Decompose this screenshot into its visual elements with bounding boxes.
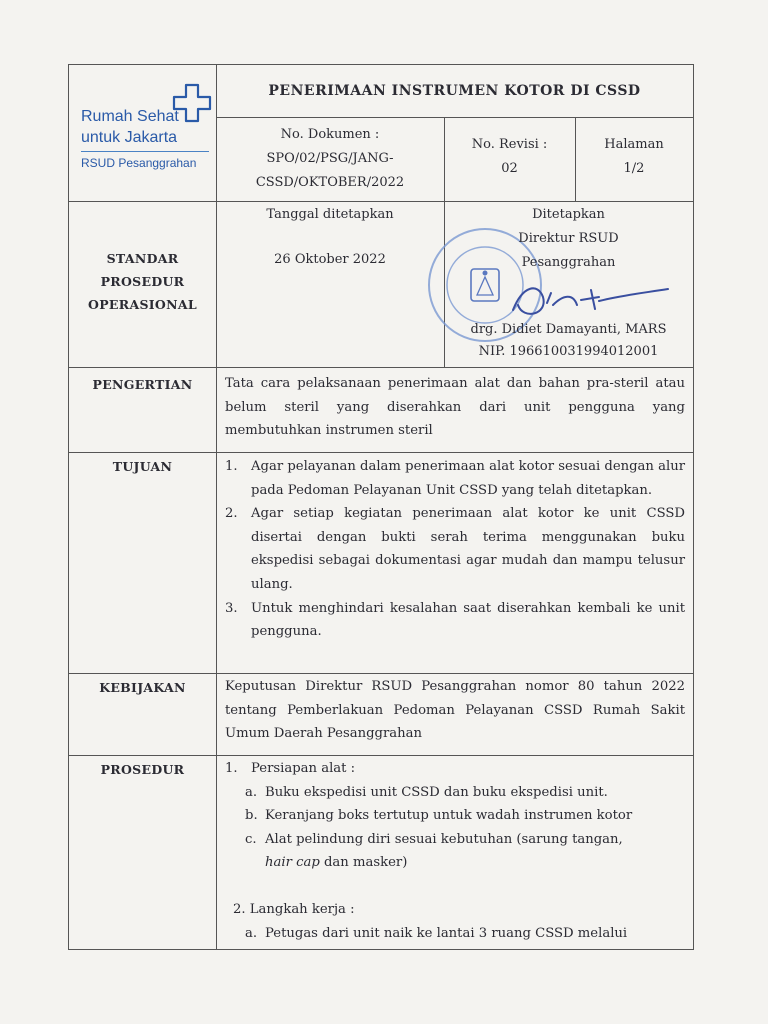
- list-item: a. Petugas dari unit naik ke lantai 3 ruang CSSD melalui: [245, 925, 628, 941]
- pengertian-text: Tata cara pelaksanaan penerimaan alat dan bahan pra-steril atau belum steril yang diserahkan dari unit pengguna yang membutuhkan instrumen steril: [225, 376, 685, 439]
- prosedur-item-c-italic: hair cap: [265, 855, 320, 871]
- approver-nip: NIP. 196610031994012001: [478, 344, 659, 359]
- sop-label: [69, 247, 216, 316]
- page-number: [575, 133, 693, 181]
- approval-line-2: Direktur RSUD: [518, 231, 619, 246]
- divider: [69, 452, 693, 453]
- list-item: 1. Persiapan alat :: [225, 761, 356, 776]
- tujuan-label: TUJUAN: [112, 459, 173, 474]
- date-block: [216, 203, 444, 227]
- tujuan-list: [225, 455, 685, 644]
- sop-label-1: STANDAR: [106, 251, 179, 266]
- logo-line-2: untuk Jakarta: [81, 129, 178, 146]
- approval-line-3: Pesanggrahan: [521, 255, 616, 270]
- list-item: [225, 898, 685, 922]
- divider: [216, 117, 693, 118]
- cross-outline-icon: [169, 79, 217, 127]
- list-item: c. Alat pelindung diri sesuai kebutuhan (sarung tangan, hair cap dan masker): [245, 831, 623, 871]
- prosedur-step-2: 2. Langkah kerja :: [233, 901, 355, 917]
- tujuan-item-2: Agar setiap kegiatan penerimaan alat kotor ke unit CSSD disertai dengan bukti serah terima menggunakan buku ekspedisi sebagai dokumentasi agar mudah dan mampu telusur ulang.: [251, 506, 685, 592]
- divider: [69, 201, 693, 202]
- page-label: Halaman: [604, 137, 664, 152]
- list-item: 3. Untuk menghindari kesalahan saat diserahkan kembali ke unit pengguna.: [225, 600, 685, 640]
- sop-document: [68, 64, 694, 950]
- date-label: Tanggal ditetapkan: [266, 207, 394, 222]
- list-item: 2. Agar setiap kegiatan penerimaan alat kotor ke unit CSSD disertai dengan bukti serah terima menggunakan buku ekspedisi sebagai dokumentasi agar mudah dan mampu telusur ulang.: [225, 506, 685, 592]
- logo-line-3: RSUD Pesanggrahan: [81, 156, 197, 170]
- revision-value: 02: [501, 161, 518, 176]
- document-number: [216, 123, 444, 195]
- approver-name: drg. Didiet Damayanti, MARS: [470, 322, 667, 337]
- logo-line-1: Rumah Sehat: [81, 108, 179, 125]
- list-item: b. Keranjang boks tertutup untuk wadah instrumen kotor: [245, 808, 633, 824]
- kebijakan-text: Keputusan Direktur RSUD Pesanggrahan nomor 80 tahun 2022 tentang Pemberlakuan Pedoman Pelayanan CSSD Rumah Sakit Umum Daerah Pesanggrahan: [225, 679, 685, 742]
- tujuan-item-1: Agar pelayanan dalam penerimaan alat kotor sesuai dengan alur pada Pedoman Pelayanan Unit CSSD yang telah ditetapkan.: [251, 459, 685, 498]
- prosedur-item-a: Buku ekspedisi unit CSSD dan buku ekspedisi unit.: [265, 784, 608, 800]
- revision: [444, 133, 575, 181]
- divider: [69, 755, 693, 756]
- sop-label-2: PROSEDUR: [100, 274, 185, 289]
- document-number-value-1: SPO/02/PSG/JANG-: [266, 151, 394, 166]
- date-value: 26 Oktober 2022: [274, 252, 386, 267]
- divider: [69, 673, 693, 674]
- approval-block: [444, 203, 693, 275]
- page-value: 1/2: [623, 161, 645, 176]
- divider: [216, 65, 217, 949]
- revision-label: No. Revisi :: [471, 137, 548, 152]
- document-number-value-2: CSSD/OKTOBER/2022: [255, 175, 405, 190]
- logo-underline: [81, 151, 209, 152]
- prosedur-item-c: Alat pelindung diri sesuai kebutuhan (sarung tangan,: [265, 831, 623, 847]
- divider: [69, 367, 693, 368]
- pengertian-label: PENGERTIAN: [92, 377, 193, 392]
- document-number-label: No. Dokumen :: [280, 127, 380, 142]
- document-title: PENERIMAAN INSTRUMEN KOTOR DI CSSD: [268, 83, 641, 99]
- prosedur-step2-item-a: Petugas dari unit naik ke lantai 3 ruang CSSD melalui: [265, 925, 628, 941]
- list-item: a. Buku ekspedisi unit CSSD dan buku ekspedisi unit.: [245, 784, 608, 800]
- prosedur-label: PROSEDUR: [100, 762, 185, 777]
- prosedur-step-1: Persiapan alat :: [251, 761, 356, 776]
- prosedur-list: [225, 757, 685, 945]
- prosedur-item-c-tail: dan masker): [323, 855, 408, 871]
- prosedur-item-b: Keranjang boks tertutup untuk wadah instrumen kotor: [265, 808, 633, 824]
- sop-label-3: OPERASIONAL: [88, 297, 197, 312]
- approval-line-1: Ditetapkan: [532, 207, 605, 222]
- list-item: 1. Agar pelayanan dalam penerimaan alat kotor sesuai dengan alur pada Pedoman Pelayanan Unit CSSD yang telah ditetapkan.: [225, 459, 685, 498]
- kebijakan-label: KEBIJAKAN: [99, 680, 186, 695]
- tujuan-item-3: Untuk menghindari kesalahan saat diserahkan kembali ke unit pengguna.: [251, 600, 685, 640]
